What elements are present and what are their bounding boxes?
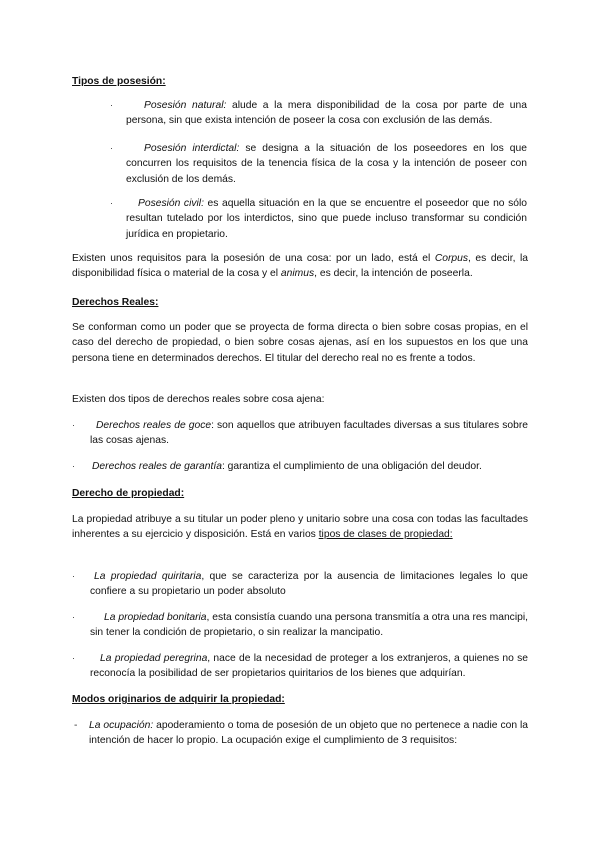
item-text: : garantiza el cumplimiento de una obligación del deudor. <box>221 461 482 472</box>
paragraph-derechos-reales: Se conforman como un poder que se proyecta de forma directa o bien sobre cosas propias, en el caso del derecho de propiedad, o bien sobre cosas ajenas, así en los supuestos en los que una persona tiene en determinados derechos. El titular del derecho real no es frente a todos. <box>72 322 528 364</box>
heading-derechos-reales: Derechos Reales: <box>72 297 159 308</box>
bullet-dot: · <box>72 571 75 581</box>
bullet-dot: · <box>72 612 75 622</box>
item-term: Posesión interdictal: <box>144 143 240 154</box>
item-term: La propiedad bonitaria <box>104 612 207 623</box>
text-span: , es decir, la intención de poseerla. <box>314 268 473 280</box>
list-item <box>90 418 528 449</box>
list-item <box>90 569 528 600</box>
list-item <box>126 196 527 242</box>
item-term: Posesión natural: <box>144 100 227 111</box>
list-item <box>90 459 528 474</box>
item-term: Derechos reales de goce <box>96 420 212 431</box>
item-text: , que se caracteriza por la ausencia de limitaciones legales lo que confiere a su propietario un poder absoluto <box>90 571 528 598</box>
item-text: alude a la mera disponibilidad de la cosa por parte de una persona, sin que exista intención de poseer la cosa con exclusión de las demás. <box>126 100 527 127</box>
paragraph-tipos-derechos: Existen dos tipos de derechos reales sobre cosa ajena: <box>72 394 325 405</box>
heading-modos-originarios: Modos originarios de adquirir la propiedad: <box>72 694 285 705</box>
item-term: La propiedad quiritaria <box>94 571 202 582</box>
bullet-dot: · <box>72 461 75 471</box>
bullet-dash: - <box>74 720 78 731</box>
item-text: : son aquellos que atribuyen facultades diversas a sus titulares sobre las cosas ajenas. <box>90 420 528 447</box>
item-term: Derechos reales de garantía <box>92 461 222 472</box>
heading-tipos-posesion: Tipos de posesión: <box>72 76 166 87</box>
item-text: apoderamiento o toma de posesión de un objeto que no pertenece a nadie con la intención de hacer lo propio. La ocupación exige el cumplimiento de 3 requisitos: <box>89 720 528 747</box>
paragraph-propiedad <box>72 512 528 543</box>
list-item <box>89 718 528 749</box>
link-tipos-clases[interactable]: tipos de clases de propiedad: <box>318 529 453 541</box>
bullet-dot: · <box>72 653 75 663</box>
item-text: , esta consistía cuando una persona transmitía a otra una res mancipi, sin tener la condición de propietario, o sin realizar la mancipatio. <box>90 612 528 639</box>
item-text: , nace de la necesidad de proteger a los extranjeros, a quienes no se reconocía la posibilidad de ser propietarios quiritarios de los bienes que adquirían. <box>90 653 528 680</box>
term-corpus: Corpus <box>434 253 469 264</box>
list-item <box>126 141 527 187</box>
bullet-dot: · <box>110 100 113 110</box>
heading-derecho-propiedad: Derecho de propiedad: <box>72 488 185 499</box>
paragraph-requisitos <box>72 251 528 282</box>
list-item <box>90 610 528 641</box>
bullet-dot: · <box>72 420 75 430</box>
item-text: se designa a la situación de los poseedores en los que concurren los requisitos de la tenencia física de la cosa y la intención de poseer con exclusión de los demás. <box>126 143 527 185</box>
list-item <box>126 98 527 129</box>
bullet-dot: · <box>110 143 113 153</box>
list-item <box>90 651 528 682</box>
term-animus: animus <box>280 268 315 280</box>
text-span: , es decir, la disponibilidad física o material de la cosa y el <box>72 253 528 280</box>
item-term: La propiedad peregrina <box>100 653 208 664</box>
text-span: La propiedad atribuye a su titular un poder pleno y unitario sobre una cosa con todas las facultades inherentes a su ejercicio y disposición. Está en varios <box>72 514 528 541</box>
item-text: es aquella situación en la que se encuentre el poseedor que no sólo resultan tutelado por los interdictos, sino que puede incluso transformar su condición jurídica en propietario. <box>126 198 527 240</box>
text-span: Existen unos requisitos para la posesión de una cosa: por un lado, está el <box>72 253 435 264</box>
item-term: La ocupación: <box>89 720 154 731</box>
item-term: Posesión civil: <box>138 198 204 209</box>
bullet-dot: · <box>110 198 113 208</box>
